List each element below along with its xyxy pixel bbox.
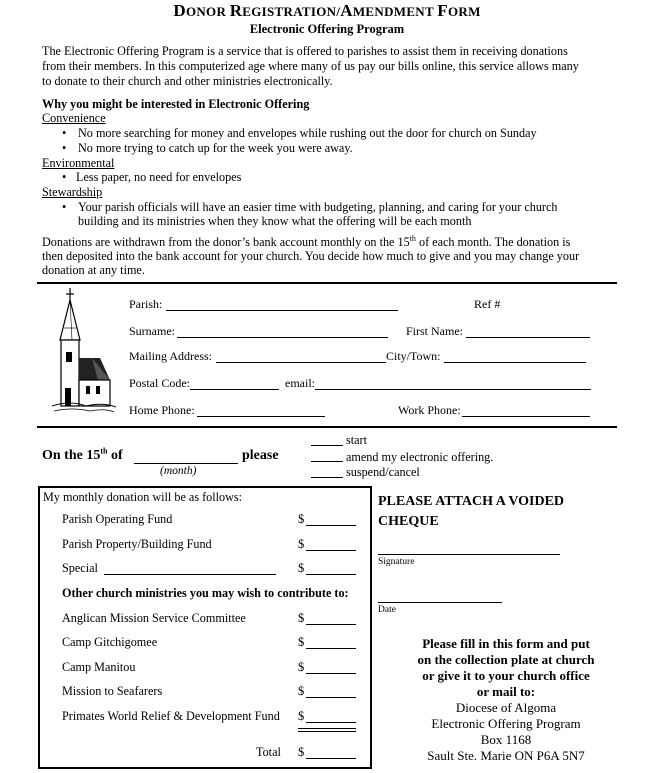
environmental-item: Less paper, no need for envelopes [76,170,242,184]
start-checkbox[interactable] [311,445,343,446]
ordinal-suffix: th [409,233,416,243]
ministry-amount-field[interactable] [306,673,356,674]
title-part: F [437,1,448,20]
dollar-sign: $ [298,611,305,625]
other-ministries-heading: Other church ministries you may wish to contribute to: [62,586,349,600]
fund-label: Parish Operating Fund [62,512,173,526]
ordinal-suffix: th [100,446,108,456]
date-label: Date [378,605,396,615]
surname-field[interactable] [177,337,388,338]
dollar-sign: $ [298,635,305,649]
ministry-label: Mission to Seafarers [62,684,163,698]
convenience-item: No more searching for money and envelopes while rushing out the door for church on Sunday [78,126,537,140]
donation-box [38,486,372,769]
postal-code-label: Postal Code: [129,376,191,390]
instructions-line: or give it to your church office [422,668,590,683]
month-field[interactable] [134,463,238,464]
dollar-sign: $ [298,745,305,759]
email-field[interactable] [315,389,591,390]
title-part: D [173,1,186,20]
of-text: of [107,448,123,463]
signature-field[interactable] [378,554,560,555]
address-line: Electronic Offering Program [431,716,581,731]
donations-line-1 [42,235,570,250]
date-field[interactable] [378,602,502,603]
first-name-label: First Name: [406,324,463,338]
divider [37,282,617,284]
fund-amount-field[interactable] [306,550,356,551]
special-fund-name-field[interactable] [104,574,276,575]
ministry-amount-field[interactable] [306,624,356,625]
title-part: ORM [447,4,481,19]
mailing-address-field[interactable] [216,362,386,363]
address-line: Sault Ste. Marie ON P6A 5N7 [427,748,585,763]
bullet-icon: • [62,200,67,214]
bullet-icon: • [62,170,67,184]
home-phone-label: Home Phone: [129,403,195,417]
intro-line-3: to donate to their church and other ministries electronically. [42,74,333,88]
amend-checkbox[interactable] [311,461,343,462]
address-line: Diocese of Algoma [455,700,557,715]
work-phone-field[interactable] [462,416,590,417]
on-the-15th-label [42,448,123,465]
stewardship-heading: Stewardship [42,185,103,199]
parish-label: Parish: [129,297,163,311]
title-part: EGISTRATION/ [242,4,341,19]
title-part: MENDMENT [352,4,438,19]
work-phone-label: Work Phone: [398,403,461,417]
total-rule [298,728,356,729]
ministry-label: Primates World Relief & Development Fund [62,709,280,723]
bullet-icon: • [62,126,67,140]
email-label: email: [285,376,315,390]
page-subtitle: Electronic Offering Program [249,22,405,36]
convenience-item: No more trying to catch up for the week you were away. [78,141,353,155]
intro-line-1: The Electronic Offering Program is a service that is offered to parishes to assist them in receiving donations [42,44,568,58]
dollar-sign: $ [298,684,305,698]
dollar-sign: $ [298,537,305,551]
first-name-field[interactable] [466,337,590,338]
ministry-amount-field[interactable] [306,697,356,698]
month-hint: (month) [160,465,197,477]
suspend-option: suspend/cancel [346,465,420,479]
bullet-icon: • [62,141,67,155]
total-label: Total [256,745,281,759]
address-line: Box 1168 [480,732,532,747]
instructions-line: on the collection plate at church [417,652,595,667]
intro-line-2: from their members. In this computerized age where many of us pay our bills online, this service allows many [42,59,579,73]
ministry-amount-field[interactable] [306,648,356,649]
why-heading: Why you might be interested in Electronic Offering [42,97,310,111]
environmental-heading: Environmental [42,156,115,170]
donations-text: of each month. The donation is [415,235,571,249]
ministry-amount-field[interactable] [306,722,356,723]
fund-label: Parish Property/Building Fund [62,537,212,551]
ref-label: Ref # [474,297,501,311]
on-the-text: On the 15 [42,448,101,463]
page-title [0,1,654,21]
donations-line-3: donation at any time. [42,263,145,277]
instructions-line: or mail to: [476,684,536,699]
convenience-heading: Convenience [42,111,106,125]
donation-box-heading: My monthly donation will be as follows: [43,490,243,504]
fund-amount-field[interactable] [306,574,356,575]
dollar-sign: $ [298,512,305,526]
stewardship-item-line-2: building and its ministries when they know what the offering will be each month [78,214,472,228]
ministry-label: Camp Gitchigomee [62,635,158,649]
title-part: R [229,1,243,20]
attach-cheque-line-1: PLEASE ATTACH A VOIDED [378,494,565,509]
ministry-label: Anglican Mission Service Committee [62,611,246,625]
signature-label: Signature [378,557,415,567]
postal-code-field[interactable] [190,389,279,390]
instructions-line: Please fill in this form and put [422,636,590,651]
dollar-sign: $ [298,660,305,674]
please-label: please [242,448,279,463]
stewardship-item-line-1: Your parish officials will have an easier time with budgeting, planning, and caring for your church [78,200,558,214]
parish-field[interactable] [166,310,398,311]
mailing-address-label: Mailing Address: [129,349,212,363]
donations-line-2: then deposited into the bank account for your church. You decide how much to give and you may change your [42,249,580,263]
amend-option: amend my electronic offering. [346,450,494,464]
start-option: start [346,433,367,447]
title-part: A [340,1,353,20]
ministry-label: Camp Manitou [62,660,136,674]
surname-label: Surname: [129,324,175,338]
city-town-field[interactable] [444,362,586,363]
city-town-label: City/Town: [386,349,441,363]
church-icon [50,288,116,414]
title-part: ONOR [185,4,230,19]
dollar-sign: $ [298,561,305,575]
divider [37,426,617,428]
total-amount-field[interactable] [306,758,356,759]
fund-amount-field[interactable] [306,525,356,526]
home-phone-field[interactable] [197,416,325,417]
total-rule [298,731,356,732]
dollar-sign: $ [298,709,305,723]
donations-text: Donations are withdrawn from the donor’s bank account monthly on the 15 [42,235,410,249]
suspend-checkbox[interactable] [311,477,343,478]
fund-label: Special [62,561,98,575]
attach-cheque-line-2: CHEQUE [378,514,439,529]
